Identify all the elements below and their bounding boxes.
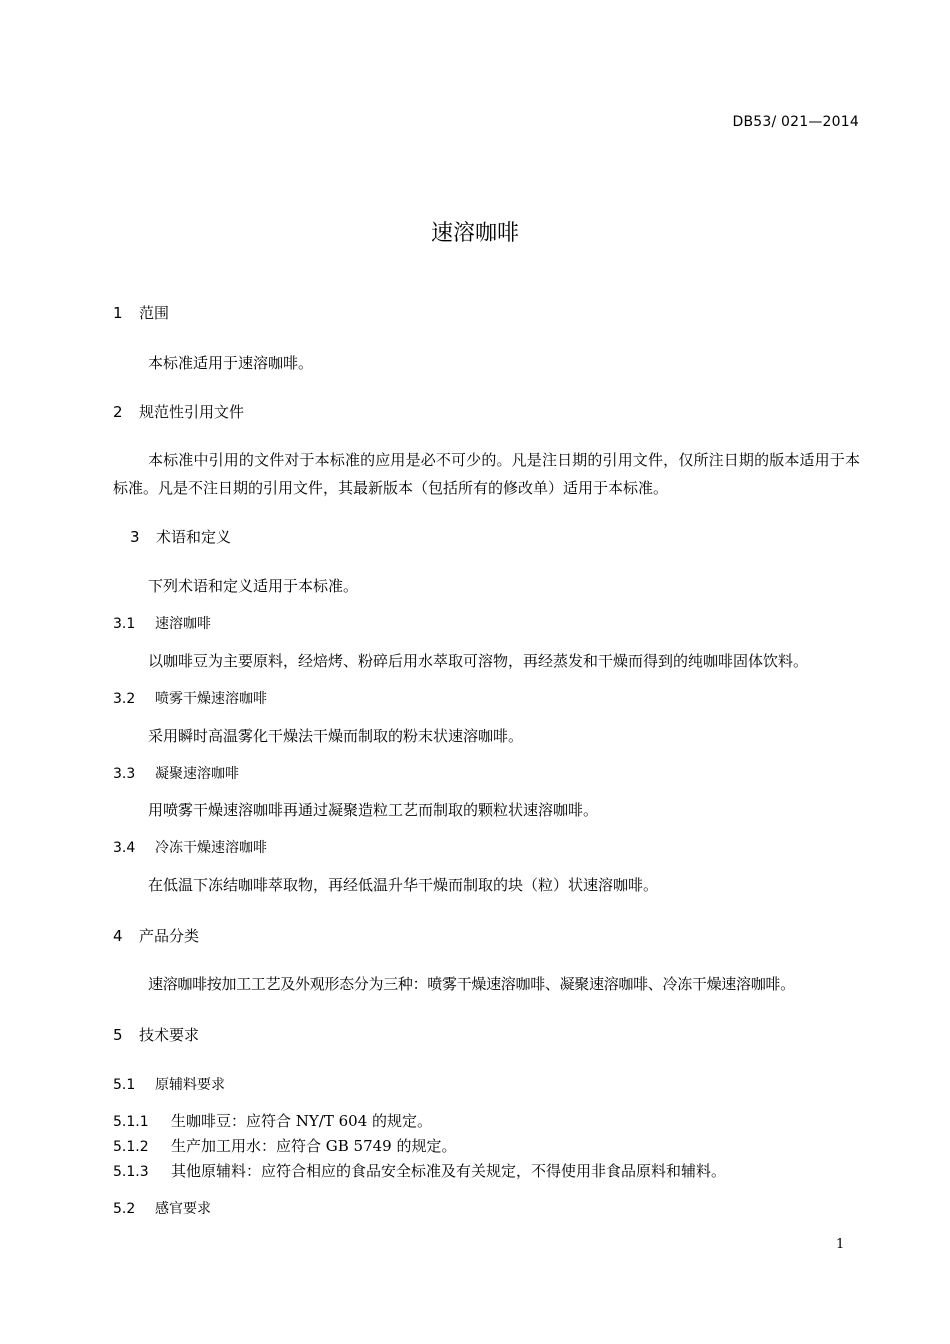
clause-number: 5.1.1 xyxy=(113,1114,149,1130)
subsection-title: 冷冻干燥速溶咖啡 xyxy=(155,840,267,856)
subsection-title: 原辅料要求 xyxy=(155,1077,225,1093)
clause-5-1-1 xyxy=(113,1110,432,1131)
clause-number: 5.1.2 xyxy=(113,1139,149,1155)
subsection-number: 3.4 xyxy=(113,840,136,856)
paragraph-product-classification: 速溶咖啡按加工工艺及外观形态分为三种：喷雾干燥速溶咖啡、凝聚速溶咖啡、冷冻干燥速溶咖啡。 xyxy=(148,975,795,993)
section-number: 5 xyxy=(113,1026,123,1044)
subsection-heading-5-1 xyxy=(113,1074,225,1094)
section-number: 3 xyxy=(130,528,140,546)
section-title: 范围 xyxy=(139,304,170,322)
clause-number: 5.1.3 xyxy=(113,1164,149,1180)
subsection-number: 3.2 xyxy=(113,691,136,707)
subsection-title: 凝聚速溶咖啡 xyxy=(155,766,239,782)
page-title: 速溶咖啡 xyxy=(430,221,519,246)
subsection-heading-3-2 xyxy=(113,688,267,708)
subsection-title: 速溶咖啡 xyxy=(155,616,211,632)
subsection-heading-5-2 xyxy=(113,1198,211,1218)
subsection-number: 5.2 xyxy=(113,1201,136,1217)
section-number: 1 xyxy=(113,304,123,322)
paragraph-terms-intro: 下列术语和定义适用于本标准。 xyxy=(148,577,359,595)
clause-text: 生咖啡豆：应符合 NY/T 604 的规定。 xyxy=(171,1112,433,1130)
section-number: 4 xyxy=(113,927,123,945)
subsection-title: 感官要求 xyxy=(155,1201,211,1217)
clause-text: 生产加工用水：应符合 GB 5749 的规定。 xyxy=(171,1137,457,1155)
section-heading-2 xyxy=(113,401,244,422)
paragraph-normative-references: 本标准中引用的文件对于本标准的应用是必不可少的。凡是注日期的引用文件，仅所注日期的版本适用于本标准。凡是不注日期的引用文件，其最新版本（包括所有的修改单）适用于本标准。 xyxy=(113,451,860,497)
section-heading-4 xyxy=(113,925,199,946)
section-heading-3 xyxy=(130,526,231,547)
subsection-number: 3.1 xyxy=(113,616,136,632)
subsection-heading-3-3 xyxy=(113,763,239,783)
paragraph-scope: 本标准适用于速溶咖啡。 xyxy=(148,354,314,372)
paragraph-definition: 以咖啡豆为主要原料，经焙烤、粉碎后用水萃取可溶物，再经蒸发和干燥而得到的纯咖啡固体饮料。 xyxy=(148,652,809,670)
subsection-number: 3.3 xyxy=(113,766,136,782)
clause-text: 其他原辅料：应符合相应的食品安全标准及有关规定，不得使用非食品原料和辅料。 xyxy=(171,1162,727,1180)
clause-5-1-3 xyxy=(113,1160,726,1181)
section-title: 技术要求 xyxy=(139,1026,200,1044)
paragraph-definition: 采用瞬时高温雾化干燥法干燥而制取的粉末状速溶咖啡。 xyxy=(148,727,524,745)
section-heading-5 xyxy=(113,1024,199,1045)
section-title: 术语和定义 xyxy=(156,528,232,546)
paragraph-definition: 用喷雾干燥速溶咖啡再通过凝聚造粒工艺而制取的颗粒状速溶咖啡。 xyxy=(148,801,599,819)
subsection-title: 喷雾干燥速溶咖啡 xyxy=(155,691,267,707)
clause-5-1-2 xyxy=(113,1135,457,1156)
section-title: 规范性引用文件 xyxy=(139,403,245,421)
subsection-heading-3-1 xyxy=(113,613,211,633)
page-number: 1 xyxy=(836,1237,845,1252)
section-title: 产品分类 xyxy=(139,927,200,945)
document-code: DB53/ 021—2014 xyxy=(732,114,859,130)
subsection-number: 5.1 xyxy=(113,1077,136,1093)
section-heading-1 xyxy=(113,302,169,323)
paragraph-definition: 在低温下冻结咖啡萃取物，再经低温升华干燥而制取的块（粒）状速溶咖啡。 xyxy=(148,876,659,894)
section-number: 2 xyxy=(113,403,123,421)
subsection-heading-3-4 xyxy=(113,837,267,857)
